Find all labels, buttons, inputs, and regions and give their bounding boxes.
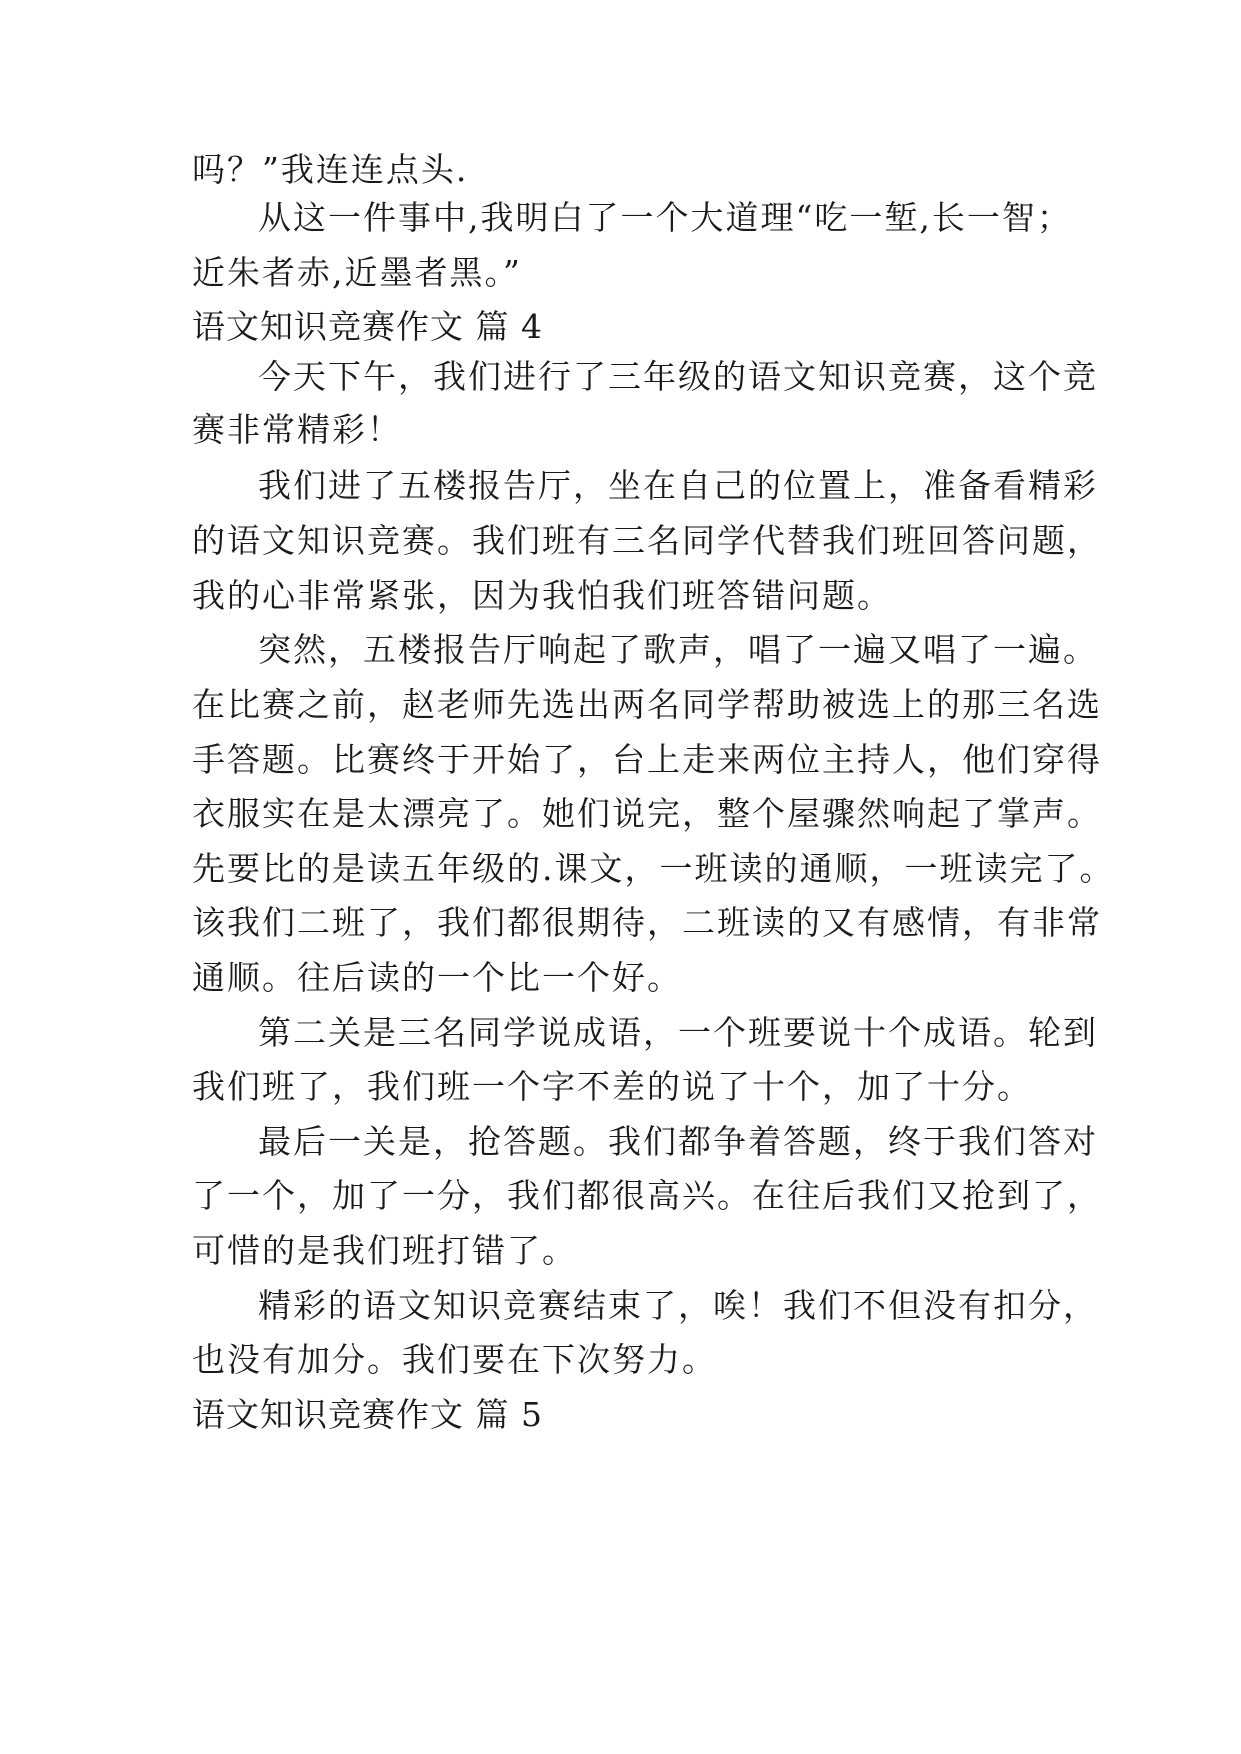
text-line: 的语文知识竞赛。我们班有三名同学代替我们班回答问题， — [192, 521, 1102, 560]
text-line: 赛非常精彩！ — [192, 410, 402, 449]
text-line: 通顺。往后读的一个比一个好。 — [192, 958, 682, 997]
paragraph-first-line: 今天下午，我们进行了三年级的语文知识竞赛，这个竞 — [258, 357, 1098, 396]
paragraph-first-line: 第二关是三名同学说成语，一个班要说十个成语。轮到 — [258, 1013, 1098, 1052]
paragraph-first-line: 最后一关是，抢答题。我们都争着答题，终于我们答对 — [258, 1122, 1098, 1161]
text-line: 先要比的是读五年级的.课文，一班读的通顺，一班读完了。 — [192, 849, 1115, 888]
section-heading: 语文知识竞赛作文 篇 4 — [192, 307, 543, 346]
text-line: 可惜的是我们班打错了。 — [192, 1231, 577, 1270]
paragraph-first-line: 我们进了五楼报告厅，坐在自己的位置上，准备看精彩 — [258, 466, 1098, 505]
paragraph-first-line: 精彩的语文知识竞赛结束了，唉！我们不但没有扣分， — [258, 1286, 1098, 1325]
text-line: 吗？”我连连点头. — [192, 150, 469, 189]
text-line: 在比赛之前，赵老师先选出两名同学帮助被选上的那三名选 — [192, 685, 1102, 724]
text-line: 我的心非常紧张，因为我怕我们班答错问题。 — [192, 576, 892, 615]
text-line: 我们班了，我们班一个字不差的说了十个，加了十分。 — [192, 1067, 1032, 1106]
text-line: 衣服实在是太漂亮了。她们说完，整个屋骤然响起了掌声。 — [192, 794, 1102, 833]
text-line: 该我们二班了，我们都很期待，二班读的又有感情，有非常 — [192, 903, 1102, 942]
text-line: 近朱者赤,近墨者黑。” — [192, 253, 522, 292]
text-line: 手答题。比赛终于开始了，台上走来两位主持人，他们穿得 — [192, 740, 1102, 779]
paragraph-first-line: 从这一件事中,我明白了一个大道理“吃一堑,长一智； — [258, 198, 1072, 237]
text-line: 了一个，加了一分，我们都很高兴。在往后我们又抢到了， — [192, 1176, 1102, 1215]
paragraph-first-line: 突然，五楼报告厅响起了歌声，唱了一遍又唱了一遍。 — [258, 630, 1098, 669]
section-heading: 语文知识竞赛作文 篇 5 — [192, 1395, 543, 1434]
text-line: 也没有加分。我们要在下次努力。 — [192, 1340, 717, 1379]
